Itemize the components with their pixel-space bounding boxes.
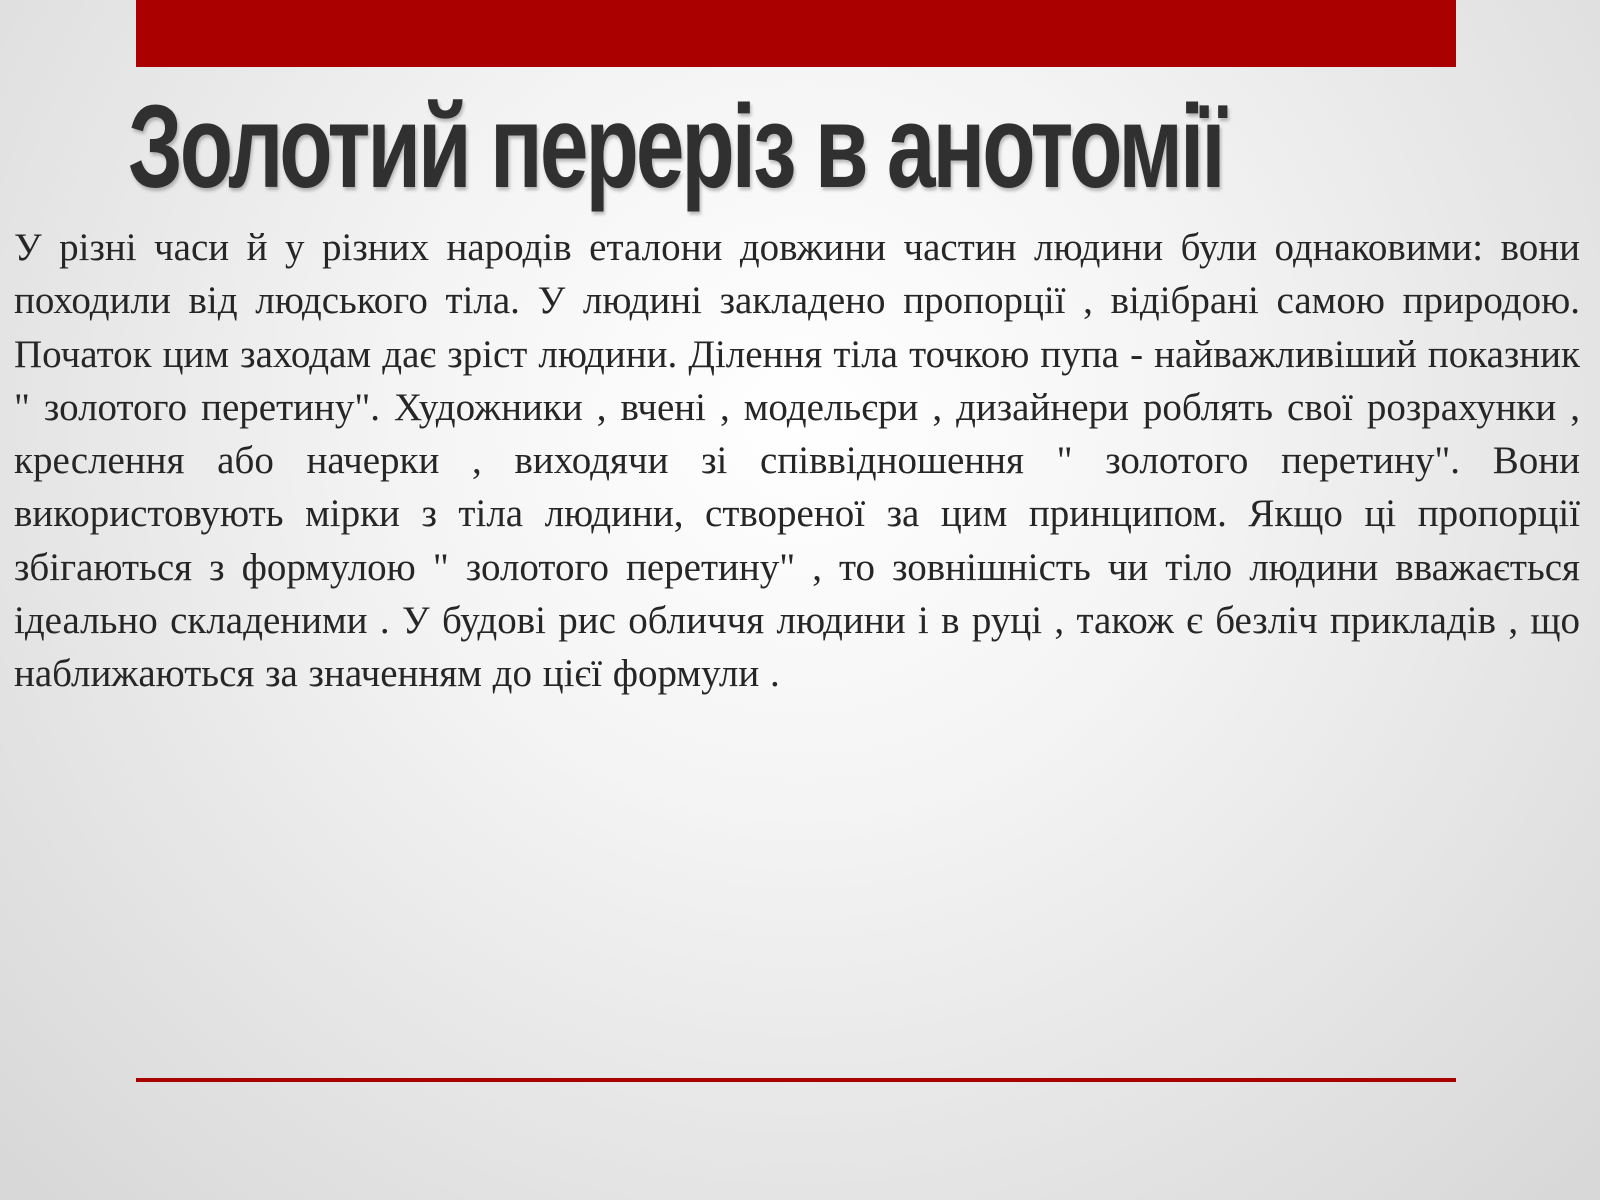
- top-accent-bar: [136, 0, 1456, 67]
- slide-title: Золотий переріз в анотомії: [128, 81, 1223, 213]
- slide-body-text: У різні часи й у різних народів еталони довжини частин людини були однаковими: вони походили від людського тіла. У людині закладено пропорції , відібрані самою природою. Початок цим заходам дає зріст людини. Ділення тіла точкою пупа - найважливіший показник " золотого перетину". Художники , вчені , модельєри , дизайнери роблять свої розрахунки , креслення або начерки , виходячи зі співвідношення " золотого перетину". Вони використовують мірки з тіла людини, створеної за цим принципом. Якщо ці пропорції збігаються з формулою " золотого перетину" , то зовнішність чи тіло людини вважається ідеально складеними . У будові рис обличчя людини і в руці , також є безліч прикладів , що наближаються за значенням до цієї формули .: [14, 226, 1580, 696]
- bottom-accent-line: [136, 1078, 1456, 1082]
